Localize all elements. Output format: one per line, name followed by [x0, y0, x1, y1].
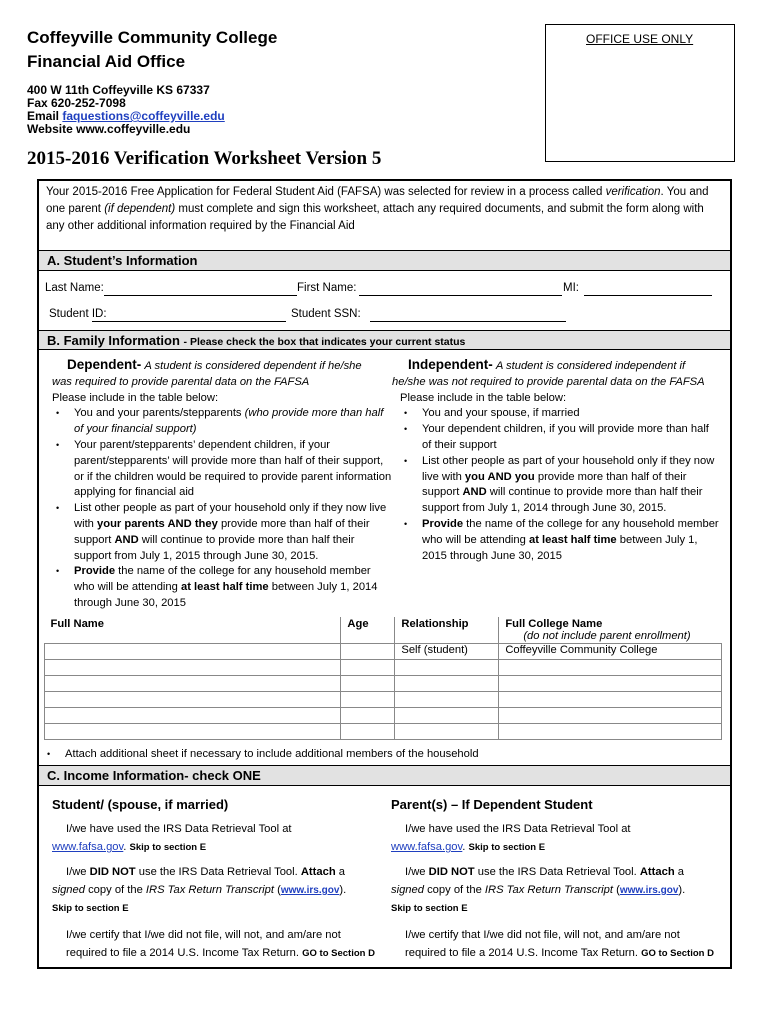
section-c-header: C. Income Information- check ONE	[39, 765, 730, 786]
table-row[interactable]	[45, 708, 722, 724]
first-name-label: First Name:	[297, 282, 357, 294]
col-age: Age	[341, 617, 395, 644]
household-table	[44, 617, 722, 740]
fax: Fax 620-252-7098	[27, 96, 126, 110]
office-name: Financial Aid Office	[27, 52, 186, 71]
section-a-header: A. Student’s Information	[39, 250, 730, 271]
student-fafsa-link[interactable]: www.fafsa.gov	[52, 841, 124, 853]
attach-note: • Attach additional sheet if necessary to include additional members of the household	[43, 747, 713, 763]
student-income-column: Student/ (spouse, if married) I/we have used the IRS Data Retrieval Tool at www.fafsa.gov. Skip to section E I/we DID NOT use the IRS Data Retrieval Tool. Attach a signed copy of the IRS Tax Return Transcript (www.irs.gov). Skip to section E I/we certify that I/we did not file, will not, and am/are not required to file a 2014 U.S. Income Tax Return. GO to Section D	[52, 796, 382, 963]
last-name-label: Last Name:	[45, 282, 104, 294]
worksheet-title: 2015-2016 Verification Worksheet Version 5	[27, 148, 382, 169]
parent-income-column: Parent(s) – If Dependent Student I/we have used the IRS Data Retrieval Tool at www.fafsa.gov. Skip to section E I/we DID NOT use the IRS Data Retrieval Tool. Attach a signed copy of the IRS Tax Return Transcript (www.irs.gov). Skip to section E I/we certify that I/we did not file, will not, and am/are not required to file a 2014 U.S. Income Tax Return. GO to Section D	[391, 796, 721, 963]
dependent-bullet-3: • List other people as part of your household only if they now live with your parents AND they provide more than half of their support AND will continue to provide more than half their support from July 1, 2015 through June 30, 2015.	[52, 501, 392, 564]
col-relationship: Relationship	[395, 617, 499, 644]
independent-include: Please include in the table below:	[400, 391, 567, 404]
student-option-2[interactable]: I/we DID NOT use the IRS Data Retrieval Tool. Attach a	[66, 866, 345, 878]
parent-option-3[interactable]: I/we certify that I/we did not file, will not, and am/are not required to file a 2014 U.S. Income Tax Return. GO to Section D	[405, 929, 714, 959]
parent-fafsa-link[interactable]: www.fafsa.gov	[391, 841, 463, 853]
dependent-desc2: was required to provide parental data on the FAFSA	[52, 375, 310, 388]
address: 400 W 11th Coffeyville KS 67337	[27, 83, 210, 97]
row1-relationship: Self (student)	[395, 644, 499, 660]
table-row[interactable]	[45, 676, 722, 692]
student-irs-link[interactable]: www.irs.gov	[280, 885, 340, 896]
dependent-include: Please include in the table below:	[52, 391, 219, 404]
dependent-head[interactable]: Dependent-	[67, 357, 142, 372]
row1-college: Coffeyville Community College	[499, 644, 722, 660]
independent-desc2: he/she was not required to provide parental data on the FAFSA	[392, 375, 705, 388]
last-name-field[interactable]	[104, 295, 297, 296]
independent-bullet-2: • Your dependent children, if you will provide more than half of their support	[400, 422, 720, 454]
student-ssn-label: Student SSN:	[291, 308, 361, 320]
section-b-title: B. Family Information	[47, 333, 180, 348]
intro-p3: must complete and sign this worksheet, attach any required documents, and submit the form along with any other additional information required by the Financial Aid	[46, 203, 704, 232]
intro-p2: . You and one parent	[46, 186, 709, 215]
col-college: Full College Name (do not include parent enrollment)	[499, 617, 722, 644]
independent-bullet-3: • List other people as part of your household only if they now live with you AND you provide more than half of their support AND will continue to provide more than half their support from July 1, 2014 through June 30, 2015.	[400, 454, 720, 517]
dependent-bullet-1: • You and your parents/stepparents (who provide more than half of your financial support)	[52, 406, 392, 438]
student-ssn-field[interactable]	[370, 321, 566, 322]
mi-label: MI:	[563, 282, 579, 294]
table-row[interactable]	[45, 644, 722, 660]
student-id-field[interactable]	[92, 321, 286, 322]
website: Website www.coffeyville.edu	[27, 122, 191, 136]
college-name: Coffeyville Community College	[27, 28, 278, 47]
intro-text	[46, 184, 722, 235]
table-row[interactable]	[45, 692, 722, 708]
dependent-column	[52, 357, 392, 612]
independent-desc1: A student is considered independent if	[495, 360, 686, 372]
independent-column	[392, 357, 720, 564]
intro-em1: verification	[605, 186, 661, 198]
email-link[interactable]: faquestions@coffeyville.edu	[62, 109, 225, 123]
office-use-box	[545, 24, 735, 162]
dependent-desc1: A student is considered dependent if he/she	[144, 360, 362, 372]
student-option-3[interactable]: I/we certify that I/we did not file, will not, and am/are not required to file a 2014 U.S. Income Tax Return. GO to Section D	[66, 929, 375, 959]
dependent-bullet-2: • Your parent/stepparents’ dependent children, if your parent/stepparents’ will provide more than half of their support, or if the children would be required to provide parent information applying for financial aid	[52, 438, 392, 501]
table-row[interactable]	[45, 724, 722, 740]
student-id-label: Student ID:	[49, 308, 107, 320]
independent-head[interactable]: Independent-	[408, 357, 493, 372]
dependent-bullet-4: • Provide the name of the college for any household member who will be attending at least half time between July 1, 2014 through June 30, 2015	[52, 564, 392, 611]
parent-option-2[interactable]: I/we DID NOT use the IRS Data Retrieval Tool. Attach a	[405, 866, 684, 878]
mi-field[interactable]	[584, 295, 712, 296]
first-name-field[interactable]	[359, 295, 562, 296]
section-b-subtitle: - Please check the box that indicates your current status	[183, 336, 466, 348]
email-line	[27, 109, 225, 123]
office-use-label: OFFICE USE ONLY	[586, 32, 694, 46]
intro-p1: Your 2015-2016 Free Application for Federal Student Aid (FAFSA) was selected for review in a process called	[46, 186, 603, 198]
col-full-name: Full Name	[50, 618, 104, 630]
section-b-header	[39, 330, 730, 350]
parent-irs-link[interactable]: www.irs.gov	[619, 885, 679, 896]
intro-em2: (if dependent)	[104, 203, 176, 215]
student-option-1[interactable]: I/we have used the IRS Data Retrieval Tool at	[66, 823, 292, 835]
independent-bullet-1: • You and your spouse, if married	[400, 406, 720, 422]
email-label: Email	[27, 109, 60, 123]
student-income-head: Student/ (spouse, if married)	[52, 797, 229, 812]
parent-income-head: Parent(s) – If Dependent Student	[391, 797, 593, 812]
parent-option-1[interactable]: I/we have used the IRS Data Retrieval Tool at	[405, 823, 631, 835]
independent-bullet-4: • Provide the name of the college for any household member who will be attending at least half time between July 1, 2015 through June 30, 2015	[400, 517, 720, 564]
table-row[interactable]	[45, 660, 722, 676]
table-header-row	[45, 617, 722, 644]
